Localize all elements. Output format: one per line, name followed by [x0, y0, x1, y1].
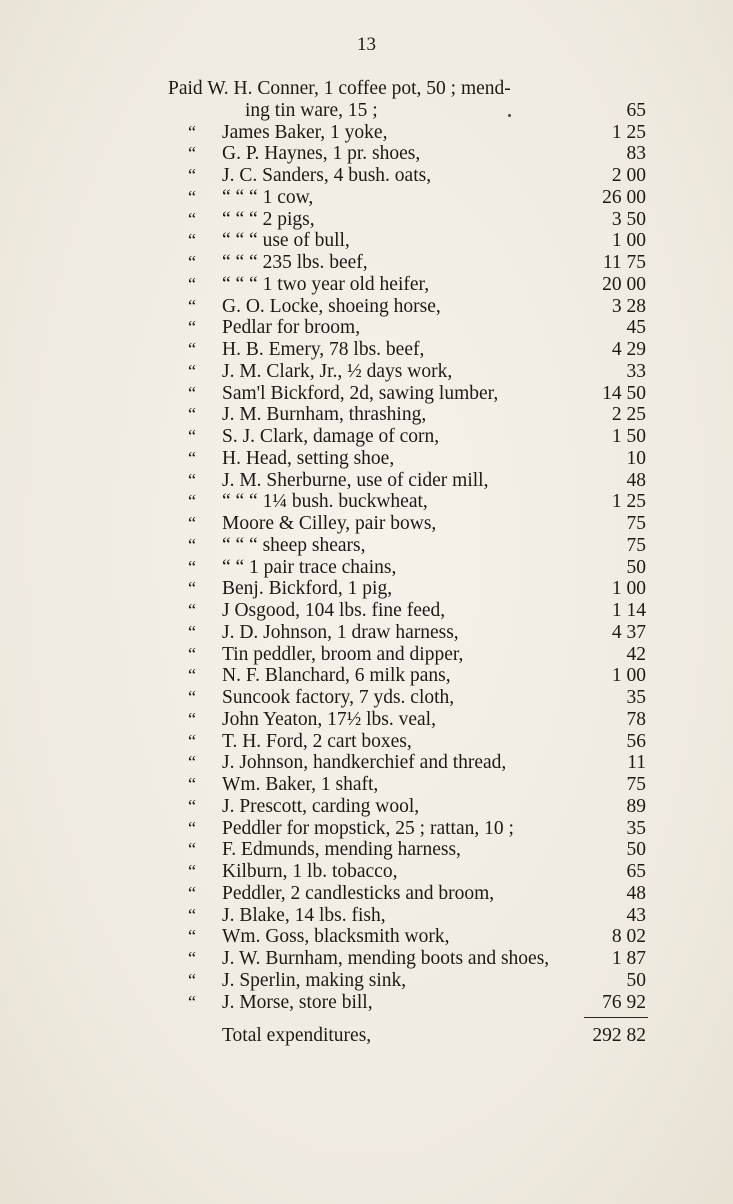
entry-amount: 10	[626, 447, 646, 469]
entry-description: J. M. Clark, Jr., ½ days work,	[222, 360, 453, 382]
ledger-entry	[168, 644, 648, 666]
page-number: 13	[357, 34, 376, 55]
entry-description: “ “ 1 pair trace chains,	[222, 556, 397, 578]
ledger-entry	[168, 361, 648, 383]
ditto-mark: “	[188, 817, 196, 838]
ditto-mark: “	[188, 252, 196, 272]
total-amount: 292 82	[592, 1025, 646, 1047]
entry-description: J. D. Johnson, 1 draw harness,	[222, 621, 459, 643]
entry-amount: 35	[626, 687, 646, 708]
ditto-mark: “	[188, 317, 196, 338]
entry-description: “ “ “ 1 cow,	[222, 186, 314, 208]
ledger-entry	[168, 578, 648, 600]
entry-amount: 11 75	[602, 252, 646, 273]
entry-amount: 89	[626, 795, 646, 817]
ditto-mark: “	[188, 839, 196, 860]
entry-description: J. Blake, 14 lbs. fish,	[222, 904, 386, 926]
ledger-entry	[168, 274, 648, 296]
ledger-entry	[168, 861, 648, 883]
ledger-entry	[168, 404, 648, 426]
ledger-entry	[168, 557, 648, 579]
ledger-entry	[168, 383, 648, 405]
ditto-mark: “	[188, 774, 196, 794]
entry-description: Kilburn, 1 lb. tobacco,	[222, 861, 398, 882]
entry-description: G. O. Locke, shoeing horse,	[222, 295, 441, 317]
ledger-entry	[168, 165, 648, 187]
entry-description: Paid W. H. Conner, 1 coffee pot, 50 ; mend-	[168, 78, 511, 99]
ledger-entry	[168, 883, 648, 905]
entry-amount: 26 00	[602, 186, 646, 208]
ditto-mark: “	[188, 165, 196, 185]
entry-description: John Yeaton, 17½ lbs. veal,	[222, 708, 436, 730]
ledger-entry	[168, 687, 648, 709]
entry-description: J. Johnson, handkerchief and thread,	[222, 752, 507, 774]
ditto-mark: “	[188, 447, 196, 468]
entry-amount: 48	[626, 882, 646, 904]
ditto-mark: “	[188, 491, 196, 512]
entry-amount: 78	[626, 708, 646, 730]
ledger-entry	[168, 187, 648, 209]
entry-description: “ “ “ 235 lbs. beef,	[222, 252, 368, 273]
entry-amount: 35	[626, 817, 646, 839]
entry-description: J. Morse, store bill,	[222, 991, 373, 1013]
ledger-entry	[168, 622, 648, 644]
ledger-entry	[168, 665, 648, 687]
entry-amount: 75	[626, 534, 646, 556]
entry-amount: 56	[626, 730, 646, 752]
entry-amount: 11	[627, 752, 646, 774]
entry-amount: 14 50	[602, 382, 646, 404]
ditto-mark: “	[188, 948, 196, 968]
entry-rows	[168, 122, 648, 1014]
ledger-entry	[168, 905, 648, 927]
entry-amount: 75	[626, 513, 646, 534]
ditto-mark: “	[188, 991, 196, 1012]
ledger-entry	[168, 992, 648, 1014]
ledger-entry	[168, 970, 648, 992]
entry-amount: 83	[626, 143, 646, 165]
entry-amount: 48	[626, 469, 646, 491]
entry-description: J. Sperlin, making sink,	[222, 969, 407, 991]
ledger-entry	[168, 470, 648, 492]
entry-description: Sam'l Bickford, 2d, sawing lumber,	[222, 382, 499, 404]
ledger-entry	[168, 317, 648, 339]
ditto-mark: “	[188, 273, 196, 294]
ditto-mark: “	[188, 143, 196, 164]
ditto-mark: “	[188, 230, 196, 251]
entry-description: Wm. Baker, 1 shaft,	[222, 774, 379, 795]
ditto-mark: “	[188, 621, 196, 642]
entry-amount: 42	[626, 643, 646, 665]
entry-description: J. Prescott, carding wool,	[222, 795, 420, 817]
entry-description: J. M. Burnham, thrashing,	[222, 404, 427, 426]
entry-description: S. J. Clark, damage of corn,	[222, 426, 440, 447]
ledger-entry	[168, 339, 648, 361]
ditto-mark: “	[188, 295, 196, 316]
ledger-entry	[168, 600, 648, 622]
sum-rule	[168, 1013, 648, 1025]
total-row	[168, 1025, 648, 1047]
ledger-entry	[168, 731, 648, 753]
ditto-mark: “	[188, 795, 196, 816]
ditto-mark: “	[188, 513, 196, 533]
entry-amount: 76 92	[602, 991, 646, 1013]
entry-amount: 65	[626, 99, 646, 121]
expenditure-list	[168, 78, 648, 1047]
entry-description: H. Head, setting shoe,	[222, 447, 395, 469]
entry-description: Moore & Cilley, pair bows,	[222, 513, 437, 534]
ledger-entry	[168, 122, 648, 144]
ledger-entry	[168, 752, 648, 774]
ditto-mark: “	[188, 404, 196, 425]
ditto-mark: “	[188, 556, 196, 577]
stray-mark	[508, 114, 511, 117]
entry-amount: 8 02	[611, 926, 646, 948]
ledger-entry	[168, 448, 648, 470]
entry-amount: 1 00	[611, 230, 646, 252]
ditto-mark: “	[188, 969, 196, 990]
entry-amount: 1 14	[611, 600, 646, 621]
entry-description: “ “ “ 2 pigs,	[222, 208, 315, 230]
entry-description: Peddler for mopstick, 25 ; rattan, 10 ;	[222, 817, 514, 839]
ledger-entry	[168, 839, 648, 861]
entry-amount: 2 00	[611, 165, 646, 186]
entry-amount: 3 28	[611, 295, 646, 317]
entry-amount: 45	[626, 317, 646, 339]
ledger-entry	[168, 252, 648, 274]
entry-description: T. H. Ford, 2 cart boxes,	[222, 730, 412, 752]
entry-description: F. Edmunds, mending harness,	[222, 839, 461, 861]
ledger-entry	[168, 513, 648, 535]
entry-description: H. B. Emery, 78 lbs. beef,	[222, 339, 425, 360]
ditto-mark: “	[188, 360, 196, 381]
entry-amount: 3 50	[611, 208, 646, 230]
ledger-entry	[168, 818, 648, 840]
entry-description: James Baker, 1 yoke,	[222, 121, 388, 143]
entry-amount: 65	[626, 861, 646, 882]
ditto-mark: “	[188, 600, 196, 620]
entry-description: J. W. Burnham, mending boots and shoes,	[222, 948, 550, 969]
ledger-entry	[168, 209, 648, 231]
total-label: Total expenditures,	[222, 1025, 372, 1047]
ledger-entry	[168, 491, 648, 513]
ditto-mark: “	[188, 904, 196, 925]
ledger-entry	[168, 143, 648, 165]
entry-amount: 2 25	[611, 404, 646, 426]
entry-description: “ “ “ use of bull,	[222, 230, 350, 252]
entry-description: J Osgood, 104 lbs. fine feed,	[222, 600, 446, 621]
entry-amount: 50	[626, 969, 646, 991]
entry-description: J. M. Sherburne, use of cider mill,	[222, 469, 489, 491]
entry-amount: 43	[626, 904, 646, 926]
ditto-mark: “	[188, 882, 196, 903]
entry-amount: 1 87	[611, 948, 646, 969]
ditto-mark: “	[188, 534, 196, 555]
ditto-mark: “	[188, 469, 196, 490]
ledger-entry	[168, 774, 648, 796]
entry-amount: 33	[626, 360, 646, 382]
entry-description: “ “ “ 1¼ bush. buckwheat,	[222, 491, 428, 513]
ditto-mark: “	[188, 708, 196, 729]
ditto-mark: “	[188, 926, 196, 947]
ledger-entry	[168, 78, 648, 100]
ditto-mark: “	[188, 730, 196, 751]
ledger-entry-continuation	[168, 100, 648, 122]
entry-description: Pedlar for broom,	[222, 317, 361, 339]
entry-description: Benj. Bickford, 1 pig,	[222, 578, 393, 600]
ditto-mark: “	[188, 426, 196, 446]
ledger-entry	[168, 296, 648, 318]
entry-description: Suncook factory, 7 yds. cloth,	[222, 687, 455, 708]
ledger-entry	[168, 796, 648, 818]
ditto-mark: “	[188, 339, 196, 359]
entry-amount: 4 29	[611, 339, 646, 360]
entry-description: G. P. Haynes, 1 pr. shoes,	[222, 143, 421, 165]
ditto-mark: “	[188, 208, 196, 229]
ledger-entry	[168, 230, 648, 252]
ledger-entry	[168, 926, 648, 948]
entry-amount: 4 37	[611, 621, 646, 643]
entry-description: Peddler, 2 candlesticks and broom,	[222, 882, 495, 904]
ditto-mark: “	[188, 643, 196, 664]
ditto-mark: “	[188, 186, 196, 207]
entry-amount: 50	[626, 556, 646, 578]
entry-description: ing tin ware, 15 ;	[245, 99, 378, 121]
entry-amount: 50	[626, 839, 646, 861]
ledger-entry	[168, 535, 648, 557]
ledger-entry	[168, 709, 648, 731]
ditto-mark: “	[188, 578, 196, 599]
ledger-entry	[168, 948, 648, 970]
ditto-mark: “	[188, 687, 196, 707]
entry-amount: 1 00	[611, 578, 646, 600]
ditto-mark: “	[188, 382, 196, 403]
ditto-mark: “	[188, 121, 196, 142]
entry-amount: 75	[626, 774, 646, 795]
ledger-entry	[168, 426, 648, 448]
entry-amount: 1 00	[611, 665, 646, 687]
entry-description: J. C. Sanders, 4 bush. oats,	[222, 165, 432, 186]
ditto-mark: “	[188, 665, 196, 686]
entry-description: Tin peddler, broom and dipper,	[222, 643, 464, 665]
entry-amount: 20 00	[602, 273, 646, 295]
entry-amount: 1 25	[611, 121, 646, 143]
entry-description: “ “ “ 1 two year old heifer,	[222, 273, 430, 295]
entry-description: “ “ “ sheep shears,	[222, 534, 366, 556]
entry-amount: 1 25	[611, 491, 646, 513]
entry-amount: 1 50	[611, 426, 646, 447]
ditto-mark: “	[188, 861, 196, 881]
entry-description: Wm. Goss, blacksmith work,	[222, 926, 450, 948]
ditto-mark: “	[188, 752, 196, 773]
entry-description: N. F. Blanchard, 6 milk pans,	[222, 665, 451, 687]
